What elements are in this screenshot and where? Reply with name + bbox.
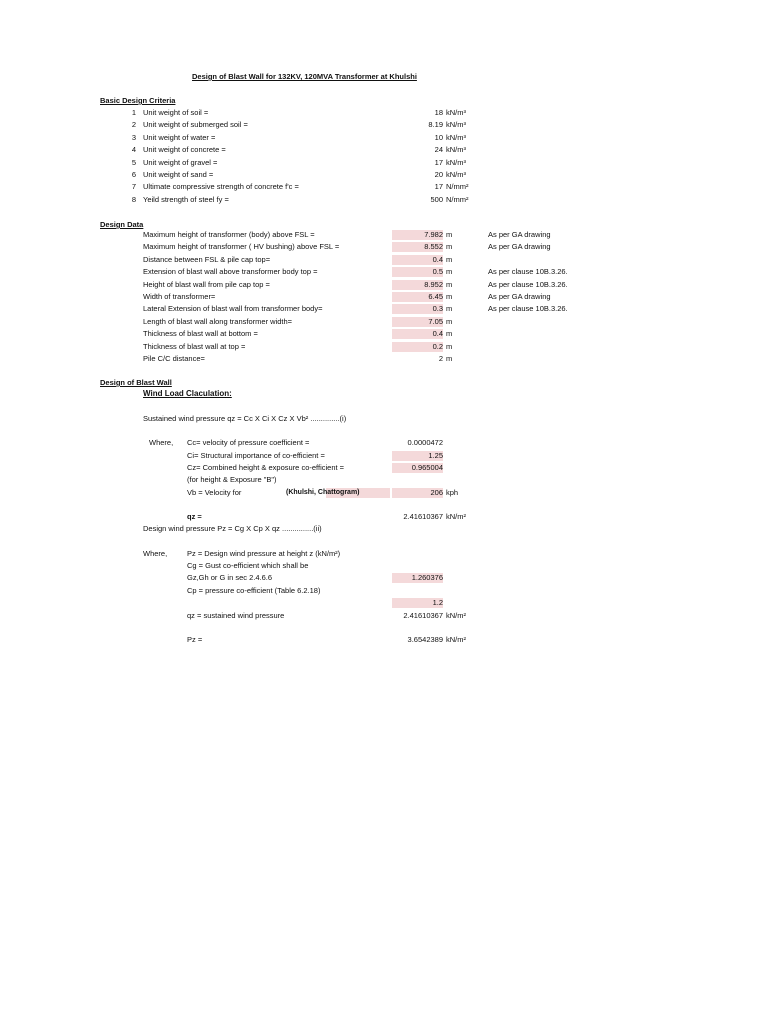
ci-value: 1.25 bbox=[392, 451, 443, 461]
design-data-note: As per clause 10B.3.26. bbox=[488, 279, 568, 289]
vb-value: 206 bbox=[392, 488, 443, 498]
design-data-label: Extension of blast wall above transformer body top = bbox=[143, 267, 318, 277]
where-label-2: Where, bbox=[143, 549, 168, 558]
criteria-unit: kN/m³ bbox=[446, 170, 466, 179]
design-data-label: Distance between FSL & pile cap top= bbox=[143, 254, 271, 264]
design-data-label: Pile C/C distance= bbox=[143, 354, 205, 363]
design-data-value: 8.952 bbox=[392, 280, 443, 290]
vb-unit: kph bbox=[446, 488, 459, 497]
criteria-value: 500 bbox=[430, 194, 443, 204]
criteria-value: 8.19 bbox=[428, 120, 443, 130]
design-data-note: As per clause 10B.3.26. bbox=[488, 267, 568, 277]
design-data-label: Thickness of blast wall at bottom = bbox=[143, 329, 258, 339]
cz-value: 0.965004 bbox=[392, 463, 443, 473]
qz-sustained-value: 2.41610367 bbox=[403, 611, 443, 620]
ci-label: Ci= Structural importance of co-efficient = bbox=[187, 451, 325, 460]
design-data-unit: m bbox=[446, 267, 453, 277]
design-data-note: As per GA drawing bbox=[488, 242, 551, 252]
criteria-value: 10 bbox=[434, 132, 443, 142]
qz-label: qz = bbox=[187, 512, 202, 521]
cg-definition: Cg = Gust co-efficient which shall be bbox=[187, 561, 309, 570]
criteria-unit: kN/m³ bbox=[446, 157, 466, 167]
criteria-value: 17 bbox=[434, 182, 443, 192]
design-data-unit: m bbox=[446, 354, 453, 363]
criteria-value: 24 bbox=[434, 145, 443, 155]
pz-definition: Pz = Design wind pressure at height z (kN/m²) bbox=[187, 549, 341, 558]
basic-criteria-heading: Basic Design Criteria bbox=[100, 96, 176, 105]
where-label-1: Where, bbox=[149, 438, 174, 447]
design-data-label: Height of blast wall from pile cap top = bbox=[143, 279, 270, 289]
criteria-label: Unit weight of soil = bbox=[143, 108, 209, 117]
criteria-number: 1 bbox=[131, 108, 136, 117]
cz-note: (for height & Exposure "B") bbox=[187, 475, 277, 484]
pz-value: 3.6542389 bbox=[407, 635, 443, 644]
design-data-value: 7.05 bbox=[392, 317, 443, 327]
design-data-unit: m bbox=[446, 230, 453, 239]
wind-load-subheading: Wind Load Claculation: bbox=[143, 389, 232, 398]
design-data-label: Maximum height of transformer ( HV bushing) above FSL = bbox=[143, 242, 340, 252]
design-data-label: Maximum height of transformer (body) above FSL = bbox=[143, 230, 315, 239]
design-data-note: As per GA drawing bbox=[488, 230, 551, 239]
cp-definition: Cp = pressure co-efficient (Table 6.2.18) bbox=[187, 586, 321, 595]
page-title: Design of Blast Wall for 132KV, 120MVA Transformer at Khulshi bbox=[192, 72, 417, 81]
cc-label: Cc= velocity of pressure coefficient = bbox=[187, 438, 310, 447]
design-data-value: 0.3 bbox=[392, 304, 443, 314]
criteria-number: 4 bbox=[131, 145, 136, 155]
qz-unit: kN/m² bbox=[446, 512, 466, 521]
criteria-number: 7 bbox=[131, 182, 136, 192]
design-data-label: Thickness of blast wall at top = bbox=[143, 341, 246, 351]
criteria-unit: kN/m³ bbox=[446, 108, 466, 117]
criteria-label: Unit weight of water = bbox=[143, 132, 216, 142]
qz-sustained-label: qz = sustained wind pressure bbox=[187, 611, 285, 620]
design-data-value: 0.2 bbox=[392, 342, 443, 352]
criteria-number: 2 bbox=[131, 120, 136, 130]
blast-wall-heading: Design of Blast Wall bbox=[100, 378, 172, 387]
criteria-number: 3 bbox=[131, 132, 136, 142]
cc-value: 0.0000472 bbox=[407, 438, 443, 447]
cp-value: 1.2 bbox=[392, 598, 443, 608]
criteria-unit: N/mm² bbox=[446, 182, 469, 192]
design-data-value: 8.552 bbox=[392, 242, 443, 252]
criteria-label: Unit weight of sand = bbox=[143, 170, 214, 179]
design-data-label: Lateral Extension of blast wall from transformer body= bbox=[143, 304, 323, 314]
design-data-unit: m bbox=[446, 329, 453, 339]
design-data-value: 0.4 bbox=[392, 329, 443, 339]
design-data-unit: m bbox=[446, 254, 453, 264]
pz-unit: kN/m² bbox=[446, 635, 466, 644]
sustained-wind-formula: Sustained wind pressure qz = Cc X Ci X Cz X Vb² ..............(i) bbox=[143, 414, 347, 423]
criteria-number: 6 bbox=[131, 170, 136, 179]
design-data-value: 6.45 bbox=[392, 292, 443, 302]
criteria-value: 20 bbox=[434, 170, 443, 179]
design-data-unit: m bbox=[446, 304, 453, 314]
vb-label: Vb = Velocity for bbox=[187, 488, 242, 497]
vb-location: (Khulshi, Chattogram) bbox=[286, 488, 390, 498]
design-data-unit: m bbox=[446, 242, 453, 252]
design-data-note: As per clause 10B.3.26. bbox=[488, 304, 568, 314]
design-data-value: 0.4 bbox=[392, 255, 443, 265]
criteria-label: Unit weight of concrete = bbox=[143, 145, 226, 155]
design-data-label: Width of transformer= bbox=[143, 292, 216, 301]
design-data-unit: m bbox=[446, 292, 453, 301]
design-wind-formula: Design wind pressure Pz = Cg X Cp X qz ...............(ii) bbox=[143, 524, 322, 533]
criteria-number: 5 bbox=[131, 157, 136, 167]
criteria-label: Yeild strength of steel fy = bbox=[143, 194, 229, 204]
design-data-value: 0.5 bbox=[392, 267, 443, 277]
criteria-label: Unit weight of submerged soil = bbox=[143, 120, 248, 130]
design-data-value: 2 bbox=[438, 354, 443, 363]
design-data-unit: m bbox=[446, 316, 453, 326]
criteria-value: 18 bbox=[434, 108, 443, 117]
criteria-value: 17 bbox=[434, 157, 443, 167]
criteria-unit: kN/m³ bbox=[446, 145, 466, 155]
design-data-heading: Design Data bbox=[100, 220, 144, 229]
design-data-label: Length of blast wall along transformer width= bbox=[143, 316, 293, 326]
criteria-unit: N/mm² bbox=[446, 194, 469, 204]
qz-sustained-unit: kN/m² bbox=[446, 611, 466, 620]
criteria-number: 8 bbox=[131, 194, 136, 204]
pz-label: Pz = bbox=[187, 635, 203, 644]
cz-label: Cz= Combined height & exposure co-efficient = bbox=[187, 463, 345, 472]
design-data-note: As per GA drawing bbox=[488, 292, 551, 301]
cg-value: 1.260376 bbox=[392, 573, 443, 583]
design-data-unit: m bbox=[446, 341, 453, 351]
design-data-unit: m bbox=[446, 279, 453, 289]
design-data-value: 7.982 bbox=[392, 230, 443, 240]
qz-value: 2.41610367 bbox=[403, 512, 443, 521]
criteria-unit: kN/m³ bbox=[446, 132, 466, 142]
criteria-label: Unit weight of gravel = bbox=[143, 157, 218, 167]
criteria-unit: kN/m³ bbox=[446, 120, 466, 130]
criteria-label: Ultimate compressive strength of concrete f'c = bbox=[143, 182, 299, 192]
gz-definition: Gz,Gh or G in sec 2.4.6.6 bbox=[187, 573, 273, 582]
